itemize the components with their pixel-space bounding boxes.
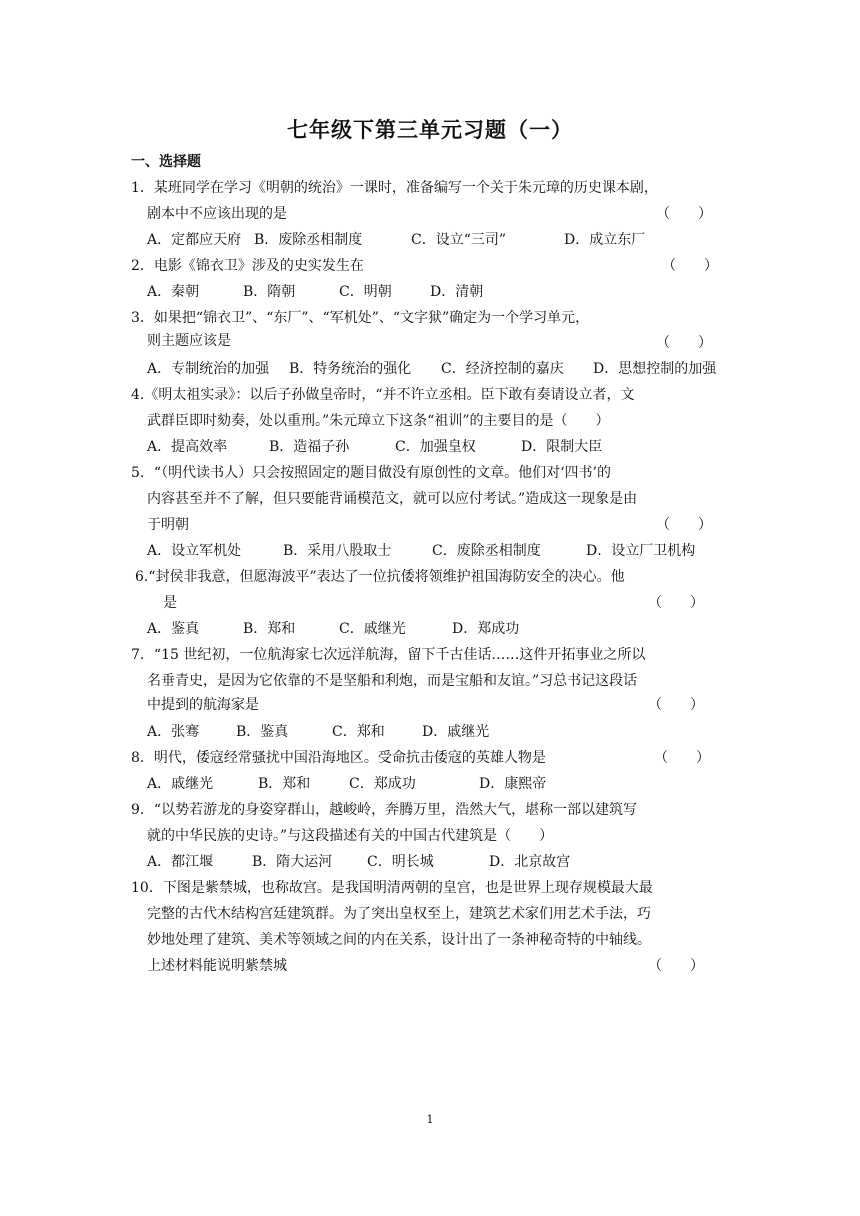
- q10-line1: 10．下图是紫禁城，也称故宫。是我国明清两朝的皇宫，也是世界上现存规模最大最: [131, 880, 653, 896]
- q6-option-c: C．戚继光: [339, 621, 406, 637]
- q3-option-c: C．经济控制的嘉庆: [441, 361, 564, 377]
- q4-options: [147, 437, 602, 457]
- q8-options: [147, 774, 546, 794]
- q9-option-c: C．明长城: [367, 854, 434, 870]
- q5-option-a: A．设立军机处: [147, 543, 242, 559]
- section-heading: 一、选择题: [131, 154, 201, 170]
- q5-option-c: C．废除丞相制度: [432, 543, 541, 559]
- q2-option-b: B．隋朝: [243, 284, 296, 300]
- q2-option-a: A．秦朝: [147, 284, 200, 300]
- q8-option-a: A．戚继光: [147, 776, 214, 792]
- q9-option-d: D．北京故宫: [489, 854, 571, 870]
- q7-option-d: D．戚继光: [422, 724, 490, 740]
- q9-options: [147, 852, 570, 872]
- q8-option-d: D．康熙帝: [479, 776, 547, 792]
- q4-line1: 4.《明太祖实录》：以后子孙做皇帝时，“并不许立丞相。臣下敢有奏请设立者，文: [131, 387, 635, 403]
- q2-option-d: D．清朝: [430, 284, 484, 300]
- q3-option-d: D．思想控制的加强: [593, 361, 717, 377]
- q4-option-d: D．限制大臣: [521, 439, 603, 455]
- q1-option-b: B．废除丞相制度: [254, 232, 363, 248]
- q8-line1: 8．明代，倭寇经常骚扰中国沿海地区。受命抗击倭寇的英雄人物是: [131, 750, 546, 766]
- q3-line1: 3．如果把“锦衣卫”、“东厂”、“军机处”、“文字狱”确定为一个学习单元，: [131, 310, 590, 326]
- q10-answer-paren: （ ）: [648, 958, 704, 974]
- q7-option-c: C．郑和: [332, 724, 385, 740]
- q1-answer-paren: （ ）: [656, 206, 712, 222]
- q3-answer-paren: （ ）: [656, 335, 712, 351]
- q2-line1: 2．电影《锦衣卫》涉及的史实发生在: [131, 258, 364, 274]
- q1-option-c: C．设立“三司”: [411, 232, 507, 248]
- q6-line2: 是: [163, 595, 177, 611]
- q3-option-b: B．特务统治的强化: [289, 361, 412, 377]
- q9-option-b: B．隋大运河: [252, 854, 333, 870]
- q8-option-c: C．郑成功: [349, 776, 416, 792]
- q9-line2: 就的中华民族的史诗。”与这段描述有关的中国古代建筑是（ ）: [147, 828, 554, 844]
- q4-option-a: A．提高效率: [147, 439, 228, 455]
- q7-options: [147, 722, 489, 742]
- q6-option-a: A．鉴真: [147, 621, 200, 637]
- q4-option-b: B．造福子孙: [269, 439, 350, 455]
- q1-line2: 剧本中不应该出现的是: [147, 206, 287, 222]
- q5-line3: 于明朝: [147, 517, 189, 533]
- q2-options: [147, 282, 483, 302]
- q6-option-d: D．郑成功: [452, 621, 520, 637]
- q7-option-b: B．鉴真: [236, 724, 289, 740]
- q10-line2: 完整的古代木结构宫廷建筑群。为了突出皇权至上，建筑艺术家们用艺术手法，巧: [147, 906, 651, 922]
- q5-answer-paren: （ ）: [656, 517, 712, 533]
- q5-line2: 内容甚至并不了解，但只要能背诵模范文，就可以应付考试。”造成这一现象是由: [147, 491, 638, 507]
- q3-options: [147, 359, 716, 379]
- q9-option-a: A．都江堰: [147, 854, 214, 870]
- q2-answer-paren: （ ）: [662, 258, 718, 274]
- q1-option-d: D．成立东厂: [564, 232, 646, 248]
- q4-option-c: C．加强皇权: [395, 439, 476, 455]
- q3-line2: 则主题应该是: [147, 333, 231, 349]
- q5-option-b: B．采用八股取士: [283, 543, 392, 559]
- q2-option-c: C．明朝: [339, 284, 392, 300]
- q4-line2: 武群臣即时劾奏，处以重刑。”朱元璋立下这条“祖训”的主要目的是（ ）: [147, 413, 610, 429]
- q6-option-b: B．郑和: [243, 621, 296, 637]
- q6-answer-paren: （ ）: [648, 595, 704, 611]
- q8-option-b: B．郑和: [258, 776, 311, 792]
- q5-options: [147, 541, 695, 561]
- q9-line1: 9．“以势若游龙的身姿穿群山，越峻岭，奔腾万里，浩然大气，堪称一部以建筑写: [131, 802, 638, 818]
- q5-option-d: D．设立厂卫机构: [586, 543, 696, 559]
- page-number: 1: [426, 1113, 434, 1126]
- q5-line1: 5．“（明代读书人）只会按照固定的题目做没有原创性的文章。他们对‘四书’的: [131, 465, 611, 481]
- q6-options: [147, 619, 519, 639]
- page-title: 七年级下第三单元习题（一）: [287, 118, 573, 142]
- q1-option-a: A．定都应天府: [147, 232, 242, 248]
- q8-answer-paren: （ ）: [654, 750, 710, 766]
- q10-line4: 上述材料能说明紫禁城: [147, 958, 287, 974]
- q7-answer-paren: （ ）: [648, 697, 704, 713]
- q7-line3: 中提到的航海家是: [147, 697, 259, 713]
- q1-line1: 1．某班同学在学习《明朝的统治》一课时，准备编写一个关于朱元璋的历史课本剧，: [131, 180, 658, 196]
- q3-option-a: A．专制统治的加强: [147, 361, 270, 377]
- q1-options: [147, 230, 645, 250]
- q7-option-a: A．张骞: [147, 724, 200, 740]
- q6-line1: 6.“封侯非我意，但愿海波平”表达了一位抗倭将领维护祖国海防安全的决心。他: [135, 569, 625, 585]
- q10-line3: 妙地处理了建筑、美术等领域之间的内在关系，设计出了一条神秘奇特的中轴线。: [147, 932, 651, 948]
- q7-line1: 7．“15 世纪初，一位航海家七次远洋航海，留下千古佳话……这件开拓事业之所以: [131, 647, 646, 663]
- q7-line2: 名垂青史，是因为它依靠的不是坚船和利炮，而是宝船和友谊。”习总书记这段话: [147, 673, 638, 689]
